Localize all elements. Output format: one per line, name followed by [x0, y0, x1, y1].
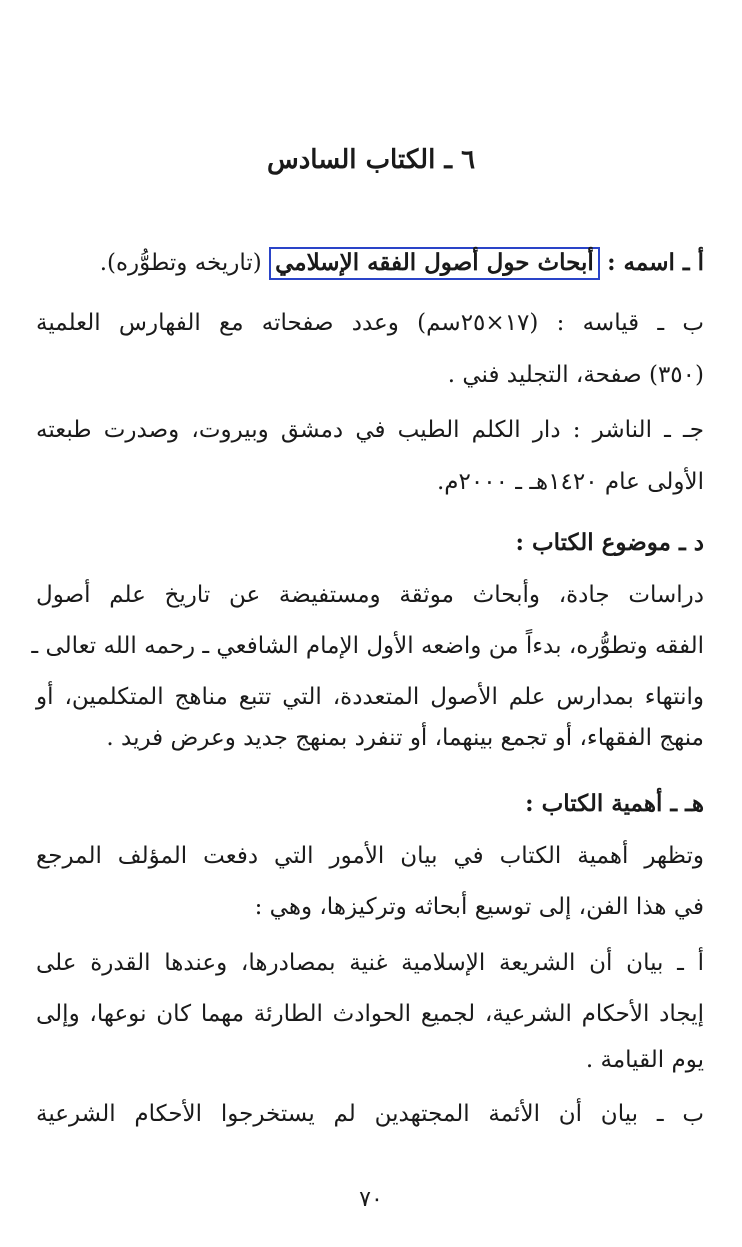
point-a-line-1: أ ـ بيان أن الشريعة الإسلامية غنية بمصادرها، وعندها القدرة على [36, 950, 704, 976]
subject-line-2: الفقه وتطوُّره، بدءاً من واضعه الأول الإمام الشافعي ـ رحمه الله تعالى ـ [31, 633, 704, 659]
book-title-highlight: أبحاث حول أصول الفقه الإسلامي [269, 247, 600, 280]
size-line-2: (٣٥٠) صفحة، التجليد فني . [447, 362, 704, 388]
name-label: أ ـ اسمه : [607, 249, 704, 276]
subject-line-3: وانتهاء بمدارس علم الأصول المتعددة، التي تتبع مناهج المتكلمين، أو [36, 684, 704, 710]
section-title: ٦ ـ الكتاب السادس [266, 145, 476, 175]
publisher-line-2: الأولى عام ١٤٢٠هـ ـ ٢٠٠٠م. [436, 469, 704, 495]
publisher-line-1: جـ ـ الناشر : دار الكلم الطيب في دمشق وبيروت، وصدرت طبعته [36, 417, 704, 443]
point-a-line-3: يوم القيامة . [585, 1047, 704, 1073]
page-number: ٧٠ [359, 1187, 383, 1212]
importance-heading: هـ ـ أهمية الكتاب : [525, 790, 704, 817]
size-line-1: ب ـ قياسه : (١٧×٢٥سم) وعدد صفحاته مع الفهارس العلمية [36, 310, 704, 336]
book-title-rest: (تاريخه وتطوُّره). [99, 250, 262, 276]
importance-line-1: وتظهر أهمية الكتاب في بيان الأمور التي دفعت المؤلف المرجع [36, 843, 704, 869]
importance-line-2: في هذا الفن، إلى توسيع أبحاثه وتركيزها، وهي : [254, 894, 704, 920]
subject-line-1: دراسات جادة، وأبحاث موثقة ومستفيضة عن تاريخ علم أصول [36, 582, 704, 608]
point-b-line-1: ب ـ بيان أن الأئمة المجتهدين لم يستخرجوا الأحكام الشرعية [36, 1101, 704, 1127]
point-a-line-2: إيجاد الأحكام الشرعية، لجميع الحوادث الطارئة مهما كان نوعها، وإلى [36, 1001, 704, 1027]
name-line [36, 243, 704, 283]
subject-heading: د ـ موضوع الكتاب : [515, 529, 704, 556]
subject-line-4: منهج الفقهاء، أو تجمع بينهما، أو تنفرد بمنهج جديد وعرض فريد . [106, 725, 704, 751]
